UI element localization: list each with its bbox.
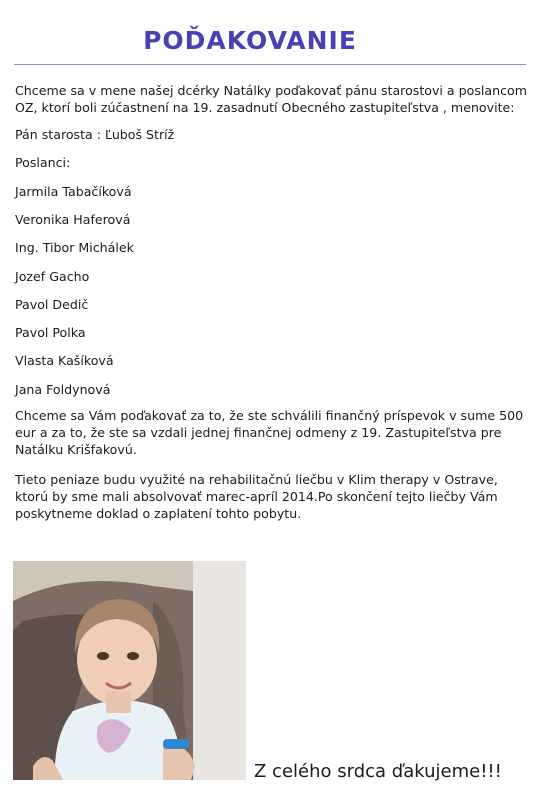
deputy-name: Jozef Gacho: [15, 269, 90, 284]
deputy-name: Jarmila Tabačíková: [15, 184, 132, 199]
closing-thanks: Z celého srdca ďakujeme!!!: [254, 761, 502, 782]
treatment-paragraph: Tieto peniaze budu využité na rehabilitačnú liečbu v Klim therapy v Ostrave, ktorú by sme mali absolvovať marec-apríl 2014.Po skončení tejto liečby Vám poskytneme doklad o zaplatení tohto pobytu.: [15, 472, 498, 521]
page-title: POĎAKOVANIE: [143, 26, 357, 55]
deputy-name: Vlasta Kašíková: [15, 353, 114, 368]
deputy-name: Veronika Haferová: [15, 212, 131, 227]
intro-paragraph: Chceme sa v mene našej dcérky Natálky poďakovať pánu starostovi a poslancom OZ, ktorí boli zúčastnení na 19. zasadnutí Obecného zastupiteľstva , menovite:: [15, 83, 528, 115]
deputy-name: Pavol Polka: [15, 325, 86, 340]
deputy-name: Jana Foldynová: [15, 382, 111, 397]
child-photo-illustration: [13, 561, 246, 780]
deputies-label: Poslanci:: [15, 155, 71, 170]
title-divider: [14, 64, 526, 65]
mayor-line: Pán starosta : Ľuboš Stríž: [15, 127, 175, 142]
thanks-paragraph: Chceme sa Vám poďakovať za to, že ste schválili finančný príspevok v sume 500 eur a za to, že ste sa vzdali jednej finančnej odmeny z 19. Zastupiteľstva pre Natálku Krišfakovú.: [15, 408, 524, 457]
child-photo: [13, 561, 246, 780]
deputy-name: Ing. Tibor Michálek: [15, 240, 134, 255]
deputy-name: Pavol Dedič: [15, 297, 89, 312]
